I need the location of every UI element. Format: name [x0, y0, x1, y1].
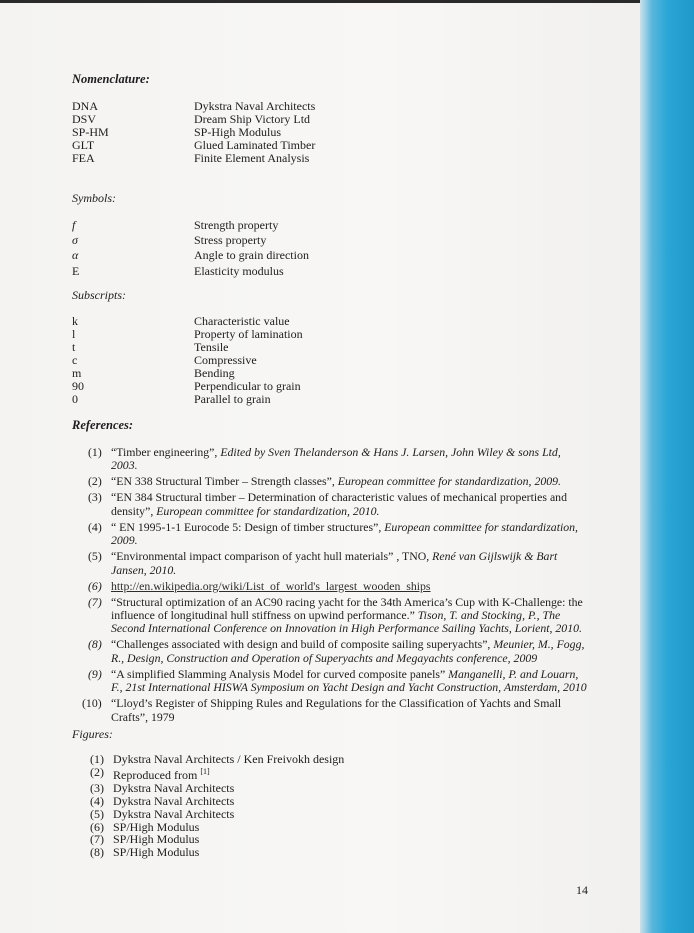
wikipedia-link[interactable]: http://en.wikipedia.org/wiki/List_of_world's_largest_wooden_ships — [111, 578, 431, 593]
list-item: (2) “EN 338 Structural Timber – Strength classes”, European committee for standardization, 2009. — [88, 474, 561, 489]
list-item: c Compressive — [72, 353, 257, 367]
list-item: t Tensile — [72, 340, 229, 354]
list-item: (8) SP/High Modulus — [90, 845, 200, 860]
blue-binder-edge — [640, 0, 694, 933]
references-heading: References: — [72, 418, 134, 432]
list-item: k Characteristic value — [72, 314, 290, 328]
list-item: (7) “Structural optimization of an AC90 racing yacht for the 34th America’s Cup with K-Challenge: the influence of longitudinal hull stiffness on upwind performance.” Tison, T. and Stocking, P., The Second International Conference on Innovation in High Performance Sailing Yachts, Lorient, 2010. — [88, 594, 583, 636]
figures-heading: Figures: — [72, 727, 113, 741]
list-item: (1) “Timber engineering”, Edited by Sven Thelanderson & Hans J. Larsen, John Wiley & sons Ltd, 2003. — [88, 445, 561, 473]
list-item: (1) Dykstra Naval Architects / Ken Freivokh design — [90, 752, 345, 766]
list-item: FEA Finite Element Analysis — [72, 151, 310, 165]
figures-list — [90, 753, 344, 859]
list-item: (10) “Lloyd’s Register of Shipping Rules and Regulations for the Classification of Yachts and Small Crafts”, 1979 — [82, 696, 562, 724]
subscripts-list — [72, 315, 303, 406]
list-item: SP-HM SP-High Modulus — [72, 125, 282, 139]
scan-top-edge — [0, 0, 640, 3]
list-item: DSV Dream Ship Victory Ltd — [72, 112, 311, 126]
list-item: l Property of lamination — [72, 327, 303, 341]
list-item: (3) Dykstra Naval Architects — [90, 780, 235, 795]
list-item: m Bending — [72, 366, 235, 380]
list-item: DNA Dykstra Naval Architects — [72, 99, 316, 113]
subscripts-heading: Subscripts: — [72, 288, 126, 302]
references-list — [82, 445, 588, 727]
symbols-list — [72, 218, 309, 279]
list-item: f Strength property — [72, 218, 279, 232]
list-item: σ Stress property — [72, 233, 267, 248]
list-item: (5) “Environmental impact comparison of yacht hull materials” , TNO, René van Gijlswijk & Bart Jansen, 2010. — [88, 549, 558, 577]
list-item: 0 Parallel to grain — [72, 392, 271, 406]
nomenclature-heading: Nomenclature: — [72, 72, 150, 86]
list-item: α Angle to grain direction — [72, 248, 309, 263]
list-item: (9) “A simplified Slamming Analysis Model for curved composite panels” Manganelli, P. and Louarn, F., 21st International HISWA Symposium on Yacht Design and Yacht Construction, Amsterdam, 2010 — [88, 666, 587, 695]
page-number: 14 — [576, 883, 588, 897]
list-item: (8) “Challenges associated with design and build of composite sailing superyachts”, Meunier, M., Fogg, R., Design, Construction and Operation of Superyachts and Megayachts conference, 2009 — [88, 637, 585, 665]
list-item: E Elasticity modulus — [72, 263, 284, 278]
symbols-heading: Symbols: — [72, 191, 116, 205]
list-item: (6) http://en.wikipedia.org/wiki/List_of_world's_largest_wooden_ships — [88, 578, 431, 593]
list-item: (7) SP/High Modulus — [90, 832, 200, 847]
list-item: 90 Perpendicular to grain — [72, 379, 301, 393]
list-item: GLT Glued Laminated Timber — [72, 138, 316, 152]
list-item: (4) Dykstra Naval Architects — [90, 793, 235, 808]
list-item: (3) “EN 384 Structural timber – Determination of characteristic values of mechanical properties and density”, European committee for standardization, 2010. — [88, 490, 567, 518]
list-item: (2) Reproduced from [1] — [90, 764, 210, 782]
list-item: (4) “ EN 1995-1-1 Eurocode 5: Design of timber structures”, European committee for standardization, 2009. — [88, 519, 578, 548]
nomenclature-list — [72, 100, 315, 165]
list-item: (6) SP/High Modulus — [90, 819, 200, 834]
list-item: (5) Dykstra Naval Architects — [90, 806, 235, 821]
